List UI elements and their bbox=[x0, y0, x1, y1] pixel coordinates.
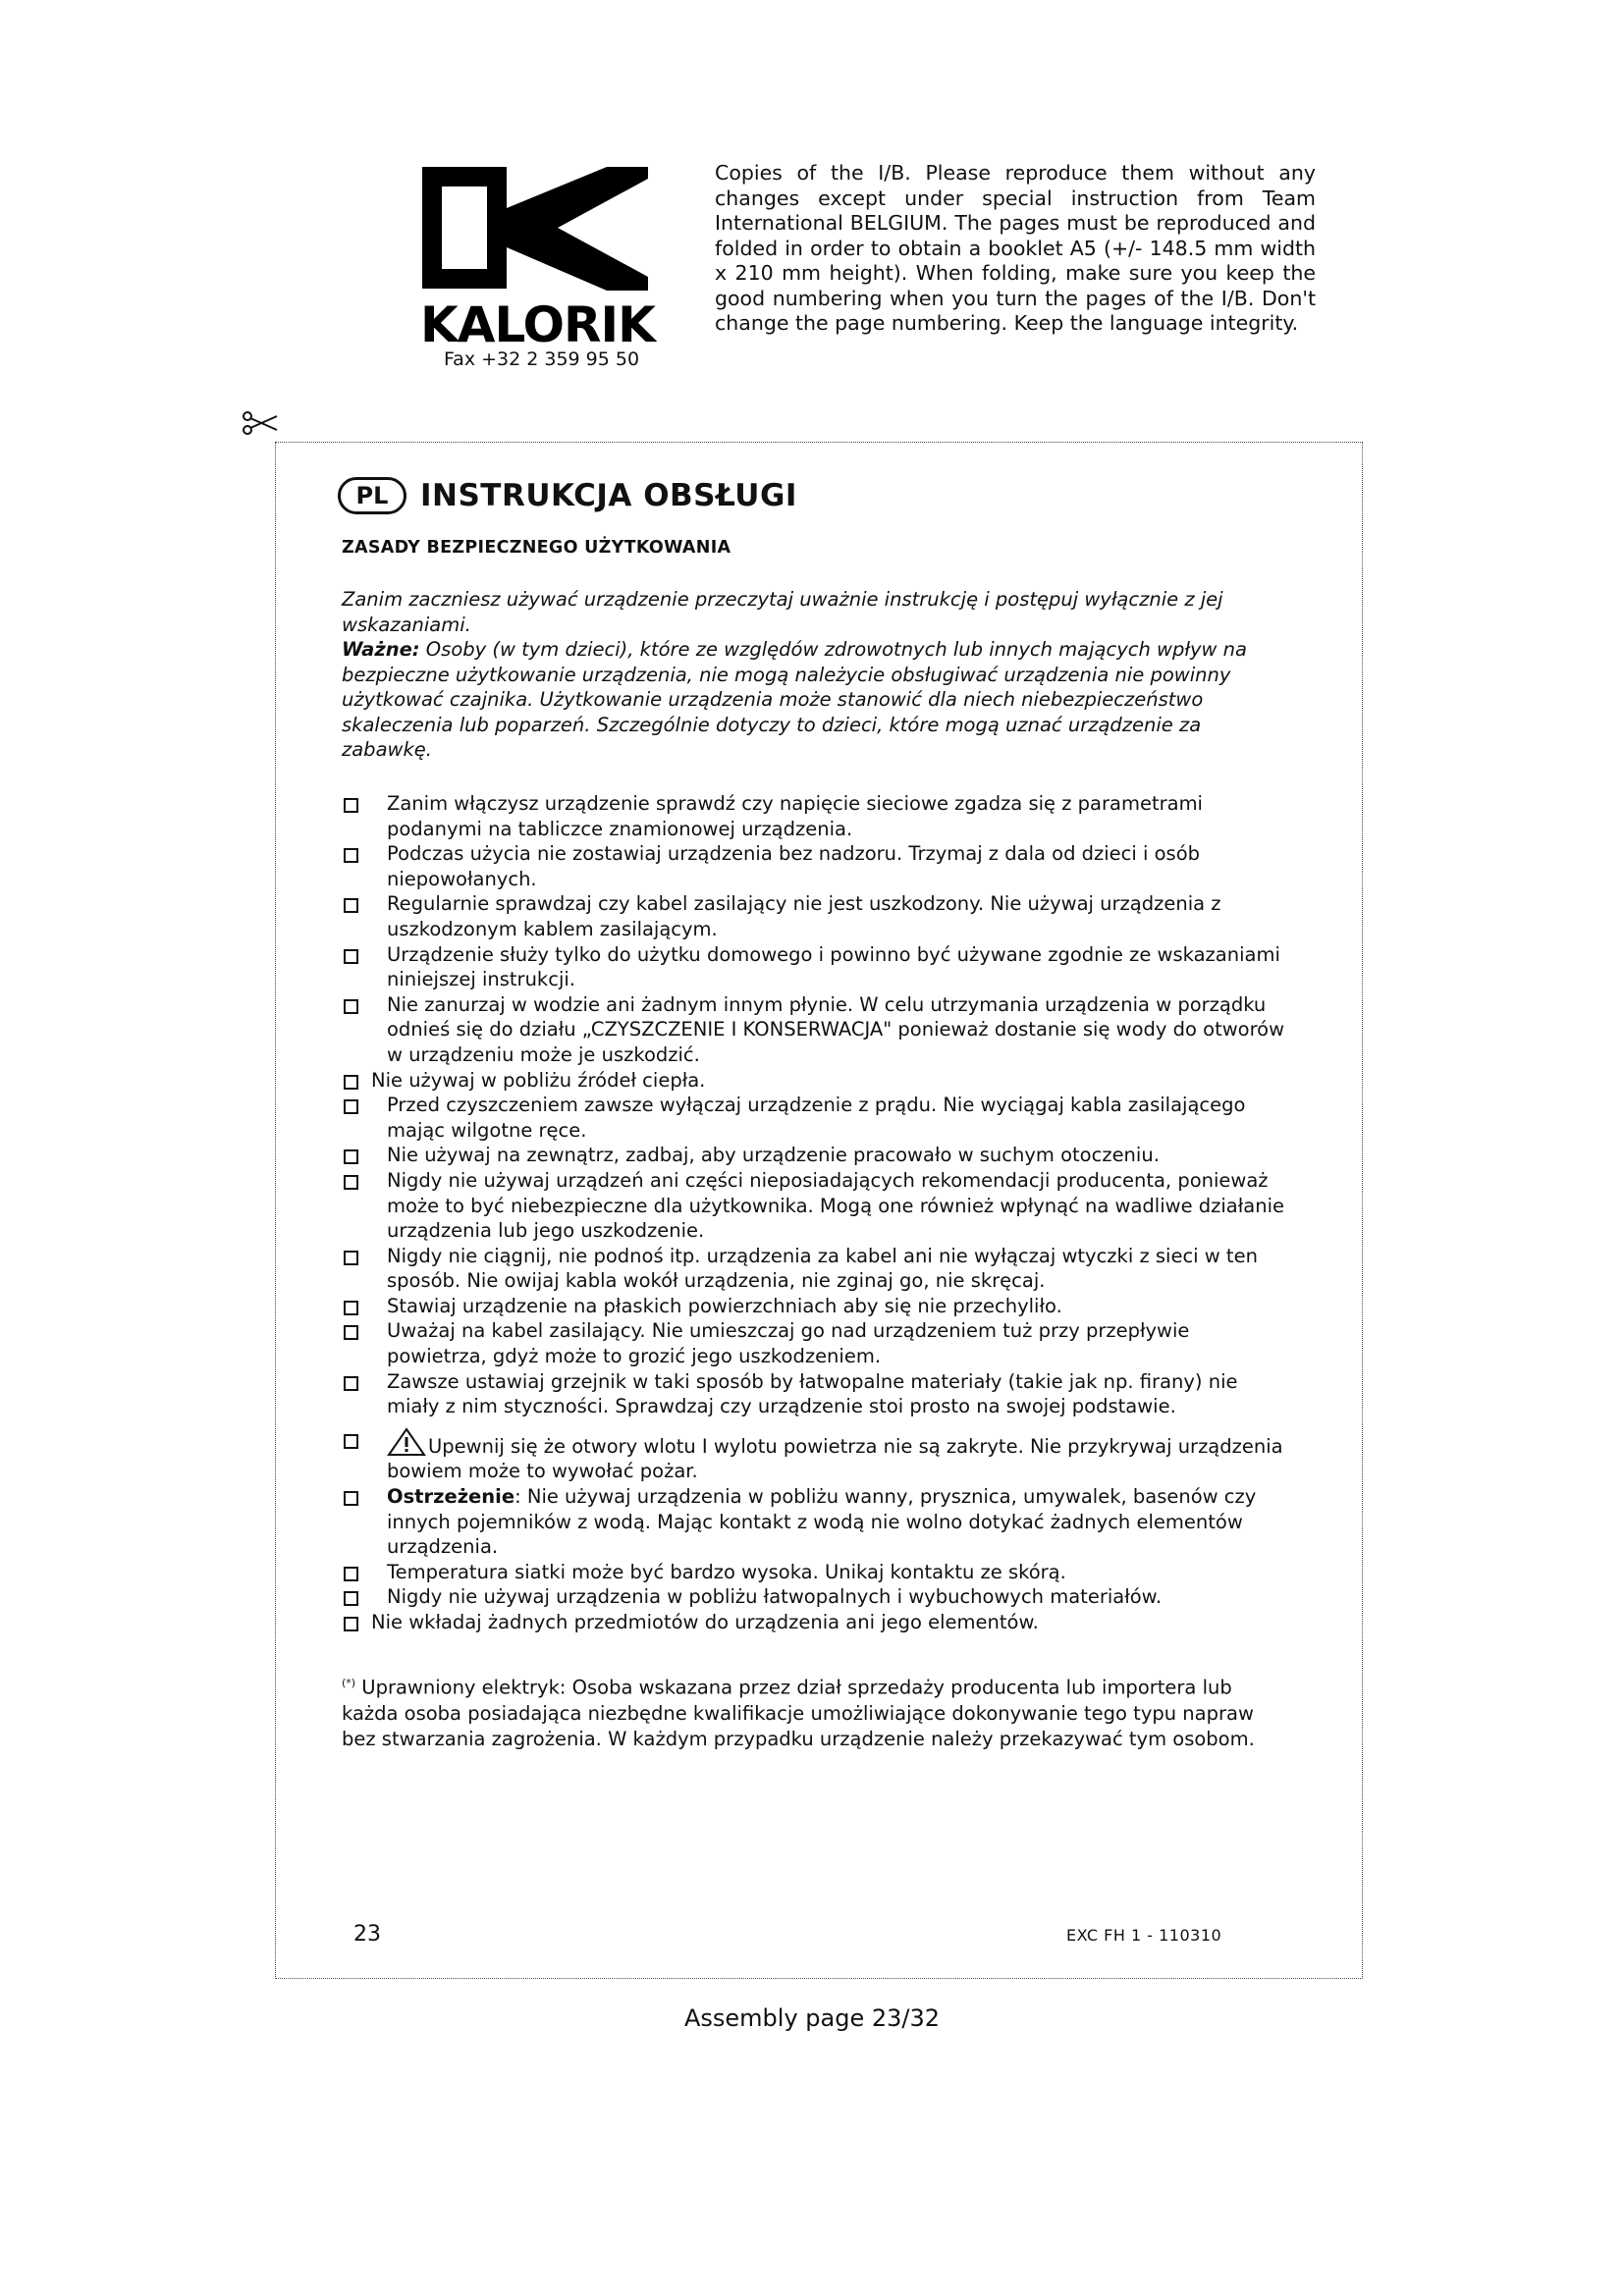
rule-text: Nigdy nie używaj urządzeń ani części nieposiadających rekomendacji producenta, ponieważ może to być niebezpieczne dla użytkownika. Mogą one również wpłynąć na wadliwe działanie urządzenia lub jego uszkodzenie. bbox=[387, 1168, 1285, 1243]
rule-item bbox=[342, 791, 1294, 841]
copies-note: Copies of the I/B. Please reproduce them without any changes except under special instruction from Team International BELGIUM. The pages must be reproduced and folded in order to obtain a booklet A5 (+/- 148.5 mm width x 210 mm height). When folding, make sure you keep the good numbering when you turn the pages of the I/B. Don't change the page numbering. Keep the language integrity. bbox=[715, 161, 1316, 335]
rule-item bbox=[342, 992, 1294, 1068]
safety-rules-list bbox=[342, 791, 1294, 1635]
checkbox-bullet-icon bbox=[344, 999, 358, 1014]
rule-text: Urządzenie służy tylko do użytku domowego i powinno być używane zgodnie ze wskazaniami niniejszej instrukcji. bbox=[387, 942, 1280, 991]
warning-triangle-icon bbox=[387, 1427, 426, 1457]
rule-text: Regularnie sprawdzaj czy kabel zasilający nie jest uszkodzony. Nie używaj urządzenia z uszkodzonym kablem zasilającym. bbox=[387, 892, 1221, 940]
checkbox-bullet-icon bbox=[344, 848, 358, 863]
rule-text: Upewnij się że otwory wlotu I wylotu powietrza nie są zakryte. Nie przykrywaj urządzenia bowiem może to wywołać pożar. bbox=[387, 1434, 1283, 1483]
rule-text: Temperatura siatki może być bardzo wysoka. Unikaj kontaktu ze skórą. bbox=[387, 1560, 1066, 1583]
rule-text: Nigdy nie używaj urządzenia w pobliżu łatwopalnych i wybuchowych materiałów. bbox=[387, 1585, 1163, 1609]
rule-text: Uważaj na kabel zasilający. Nie umieszczaj go nad urządzeniem tuż przy przepływie powietrza, gdyż może to grozić jego uszkodzeniem. bbox=[387, 1319, 1190, 1368]
checkbox-bullet-icon bbox=[344, 949, 358, 964]
checkbox-bullet-icon bbox=[344, 1591, 358, 1606]
checkbox-bullet-icon bbox=[344, 798, 358, 813]
checkbox-bullet-icon bbox=[344, 1567, 358, 1581]
checkbox-bullet-icon bbox=[344, 1491, 358, 1506]
footnote bbox=[342, 1671, 1284, 1752]
important-label: Ważne: bbox=[342, 638, 420, 661]
checkbox-bullet-icon bbox=[344, 1175, 358, 1190]
checkbox-bullet-icon bbox=[344, 1325, 358, 1340]
rule-text: Przed czyszczeniem zawsze wyłączaj urządzenie z prądu. Nie wyciągaj kabla zasilającego mając wilgotne ręce. bbox=[387, 1094, 1246, 1142]
important-paragraph bbox=[342, 637, 1255, 763]
rule-item bbox=[342, 1244, 1294, 1294]
page-number: 23 bbox=[353, 1922, 381, 1947]
rule-item bbox=[342, 1369, 1294, 1419]
checkbox-bullet-icon bbox=[344, 1434, 358, 1449]
document-code: EXC FH 1 - 110310 bbox=[1066, 1926, 1222, 1945]
rule-item bbox=[342, 1427, 1294, 1484]
warning-label: Ostrzeżenie bbox=[387, 1485, 515, 1509]
rule-item bbox=[342, 1068, 1294, 1094]
kalorik-logo-mark bbox=[420, 165, 648, 293]
rule-item bbox=[342, 1168, 1294, 1244]
rule-text: Nie zanurzaj w wodzie ani żadnym innym płynie. W celu utrzymania urządzenia w porządku odnieś się do działu „CZYSZCZENIE I KONSERWACJA" ponieważ dostanie się wody do otworów w urządzeniu może je uszkodzić. bbox=[387, 992, 1285, 1066]
checkbox-bullet-icon bbox=[344, 1251, 358, 1265]
rule-item bbox=[342, 1093, 1294, 1143]
rule-text: Podczas użycia nie zostawiaj urządzenia bez nadzoru. Trzymaj z dala od dzieci i osób niepowołanych. bbox=[387, 842, 1201, 890]
rule-text: Nigdy nie ciągnij, nie podnoś itp. urządzenia za kabel ani nie wyłączaj wtyczki z sieci w ten sposób. Nie owijaj kabla wokół urządzenia, nie zginaj go, nie skręcaj. bbox=[387, 1244, 1258, 1293]
checkbox-bullet-icon bbox=[344, 1376, 358, 1391]
important-text: Osoby (w tym dzieci), które ze względów zdrowotnych lub innych mających wpływ na bezpieczne użytkowanie urządzenia, nie mogą należycie obsługiwać urządzenia nie powinny użytkować czajnika. Użytkowanie urządzenia może stanowić dla niech niebezpieczeństwo skaleczenia lub poparzeń. Szczególnie dotyczy to dzieci, które mogą uznać urządzenie za zabawkę. bbox=[342, 638, 1247, 761]
rule-text: Stawiaj urządzenie na płaskich powierzchniach aby się nie przechyliło. bbox=[387, 1294, 1062, 1317]
rule-text: Nie wkładaj żadnych przedmiotów do urządzenia ani jego elementów. bbox=[371, 1611, 1039, 1633]
checkbox-bullet-icon bbox=[344, 1617, 358, 1631]
rule-item bbox=[342, 841, 1294, 891]
rule-text: Nie używaj w pobliżu źródeł ciepła. bbox=[371, 1068, 706, 1092]
footnote-mark: (*) bbox=[342, 1677, 356, 1689]
checkbox-bullet-icon bbox=[344, 898, 358, 913]
rule-item bbox=[342, 1318, 1294, 1368]
intro-paragraph bbox=[342, 587, 1255, 763]
rule-item bbox=[342, 891, 1294, 941]
language-badge: PL bbox=[338, 477, 406, 514]
checkbox-bullet-icon bbox=[344, 1149, 358, 1164]
rule-text: Zanim włączysz urządzenie sprawdź czy napięcie sieciowe zgadza się z parametrami podanymi na tabliczce znamionowej urządzenia. bbox=[387, 792, 1203, 840]
instruction-heading bbox=[338, 477, 797, 514]
checkbox-bullet-icon bbox=[344, 1301, 358, 1315]
rule-item bbox=[342, 1560, 1294, 1585]
kalorik-logo bbox=[420, 165, 656, 353]
rule-item bbox=[342, 1584, 1294, 1610]
scissors-icon bbox=[242, 408, 281, 440]
fax-number: Fax +32 2 359 95 50 bbox=[444, 348, 640, 370]
footnote-text: Uprawniony elektryk: Osoba wskazana przez dział sprzedaży producenta lub importera lub każda osoba posiadająca niezbędne kwalifikacje umożliwiające dokonywanie tego typu napraw bez stwarzania zagrożenia. W każdym przypadku urządzenie należy przekazywać tym osobom. bbox=[342, 1676, 1255, 1750]
rule-item bbox=[342, 1610, 1294, 1635]
rule-item bbox=[342, 1143, 1294, 1168]
rule-text: Nie używaj na zewnątrz, zadbaj, aby urządzenie pracowało w suchym otoczeniu. bbox=[387, 1144, 1160, 1167]
assembly-page-label: Assembly page 23/32 bbox=[683, 2004, 941, 2032]
intro-text: Zanim zaczniesz używać urządzenie przeczytaj uważnie instrukcję i postępuj wyłącznie z jej wskazaniami. bbox=[342, 588, 1223, 636]
section-title: ZASADY BEZPIECZNEGO UŻYTKOWANIA bbox=[342, 538, 731, 558]
page-title: INSTRUKCJA OBSŁUGI bbox=[420, 478, 797, 513]
brand-name: KALORIK bbox=[420, 296, 655, 353]
checkbox-bullet-icon bbox=[344, 1075, 358, 1090]
rule-text: Nie używaj urządzenia w pobliżu wanny, prysznica, umywalek, basenów czy innych pojemników z wodą. Mając kontakt z wodą nie wolno dotykać żadnych elementów urządzenia. bbox=[387, 1485, 1257, 1559]
rule-text: Zawsze ustawiaj grzejnik w taki sposób by łatwopalne materiały (takie jak np. firany) nie miały z nim styczności. Sprawdzaj czy urządzenie stoi prosto na swojej podstawie. bbox=[387, 1369, 1238, 1418]
rule-item bbox=[342, 942, 1294, 992]
rule-item: Ostrzeżenie: Nie używaj urządzenia w pobliżu wanny, prysznica, umywalek, basenów czy innych pojemników z wodą. Mając kontakt z wodą nie wolno dotykać żadnych elementów urządzenia. bbox=[342, 1484, 1294, 1560]
rule-item bbox=[342, 1294, 1294, 1319]
checkbox-bullet-icon bbox=[344, 1099, 358, 1114]
